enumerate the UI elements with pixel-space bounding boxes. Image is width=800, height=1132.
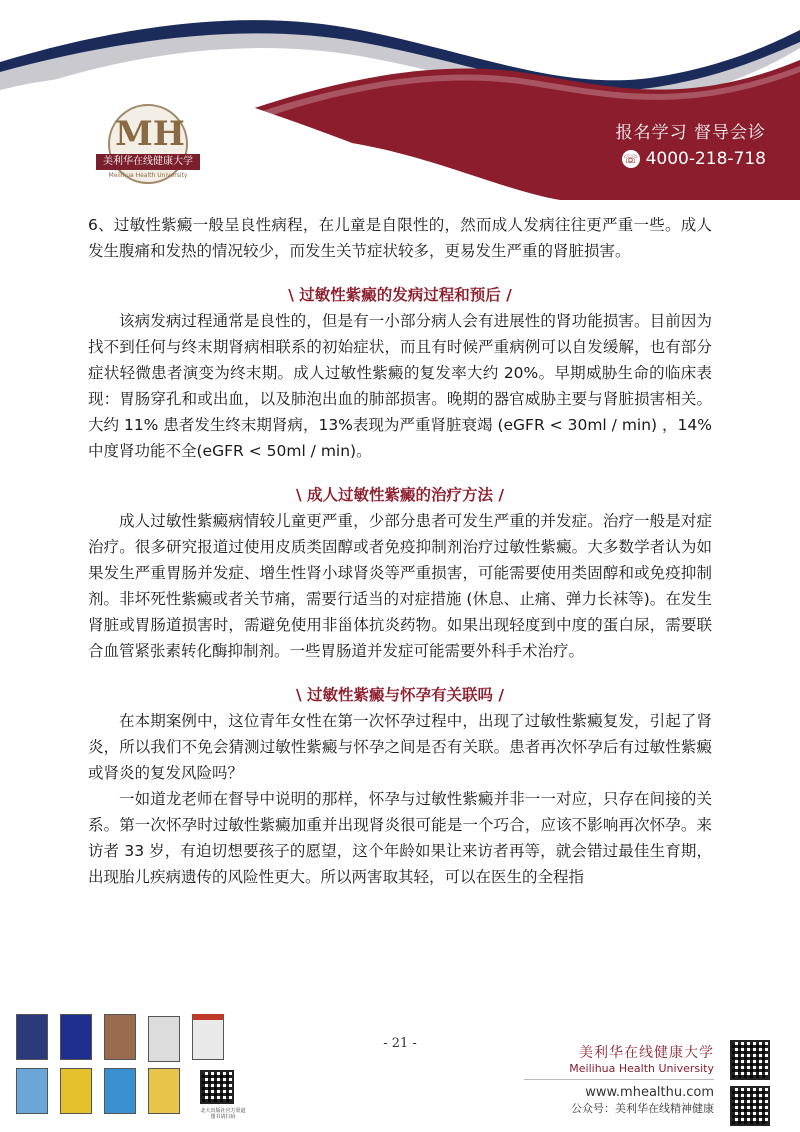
logo-english-name: Meilihua Health University: [108, 172, 188, 179]
page-number: - 21 -: [383, 1036, 417, 1051]
footer-brand-en: Meilihua Health University: [569, 1062, 714, 1075]
section-paragraph: 该病发病过程通常是良性的，但是有一小部分病人会有进展性的肾功能损害。目前因为找不到任何与终末期肾病相联系的初始症状，而且有时候严重病例可以自发缓解，也有部分症状轻微患者演变为终末期。成人过敏性紫癜的复发率大约 20%。早期威胁生命的临床表现：胃肠穿孔和或出血，以及肺泡出血的肺部损害。晚期的器官威胁主要与肾脏损害相关。大约 11% 患者发生终末期肾病，13%表现为严重肾脏衰竭 (eGFR < 30ml / min) ，14%中度肾功能不全(eGFR < 50ml / min)。: [88, 312, 712, 460]
section-heading-treatment: \ 成人过敏性紫癜的治疗方法 /: [295, 486, 505, 504]
section-paragraph: 在本期案例中，这位青年女性在第一次怀孕过程中，出现了过敏性紫癜复发，引起了肾炎，所以我们不免会猜测过敏性紫癜与怀孕之间是否有关联。患者再次怀孕后有过敏性紫癜或肾炎的复发风险吗？: [88, 712, 712, 782]
section-paragraph: 一如道龙老师在督导中说明的那样，怀孕与过敏性紫癜并非一一对应，只存在间接的关系。第一次怀孕时过敏性紫癜加重并出现肾炎很可能是一个巧合，应该不影响再次怀孕。来访者 33 岁，有迫切想要孩子的愿望，这个年龄如果让来访者再等，就会错过最佳生育期，出现胎儿疾病遗传的风险性更大。所以两害取其轻，可以在医生的全程指: [88, 790, 712, 886]
mh-logo: [96, 104, 200, 196]
footer-divider: [524, 1079, 714, 1080]
book-cover: [104, 1068, 136, 1114]
phone-number: 4000-218-718: [645, 149, 766, 169]
footer-brand-cn: 美利华在线健康大学: [579, 1045, 714, 1061]
qr-code: [730, 1040, 770, 1080]
footer-url: www.mhealthu.com: [585, 1085, 714, 1100]
section-heading-pregnancy: \ 过敏性紫癜与怀孕有关联吗 /: [295, 686, 505, 704]
footer-wechat: 公众号：美利华在线精神健康: [571, 1102, 714, 1115]
section-paragraph: 成人过敏性紫癜病情较儿童更严重，少部分患者可发生严重的并发症。治疗一般是对症治疗。很多研究报道过使用皮质类固醇或者免疫抑制剂治疗过敏性紫癜。大多数学者认为如果发生严重胃肠并发症、增生性肾小球肾炎等严重损害，可能需要使用类固醇和或免疫抑制剂。非坏死性紫癜或者关节痛，需要行适当的对症措施 (休息、止痛、弹力长袜等)。在发生肾脏或胃肠道损害时，需避免使用非甾体抗炎药物。如果出现轻度到中度的蛋白尿，需要联合血管紧张素转化酶抑制剂。一些胃肠道并发症可能需要外科手术治疗。: [88, 512, 712, 660]
book-cover: [60, 1068, 92, 1114]
book-cover: [16, 1068, 48, 1114]
logo-ribbon: 美利华在线健康大学: [96, 154, 200, 170]
header-contact: [616, 118, 766, 169]
book-covers-collage: [16, 1014, 246, 1126]
qr-caption: 北大出版社官方渠道 图书请扫码: [200, 1108, 246, 1120]
header-slogan: 报名学习 督导会诊: [615, 123, 766, 143]
phone-icon: ☏: [623, 152, 639, 166]
qr-code: [730, 1086, 770, 1126]
section-heading-course: \ 过敏性紫癜的发病过程和预后 /: [288, 286, 512, 304]
qr-code: [200, 1070, 234, 1104]
book-cover: [148, 1068, 180, 1114]
intro-paragraph: 6、过敏性紫癜一般呈良性病程，在儿童是自限性的，然而成人发病往往更严重一些。成人发生腹痛和发热的情况较少，而发生关节症状较多，更易发生严重的肾脏损害。: [88, 216, 712, 260]
header-phone: [616, 149, 766, 169]
logo-monogram: MH: [115, 114, 185, 154]
article-body: [88, 212, 712, 890]
